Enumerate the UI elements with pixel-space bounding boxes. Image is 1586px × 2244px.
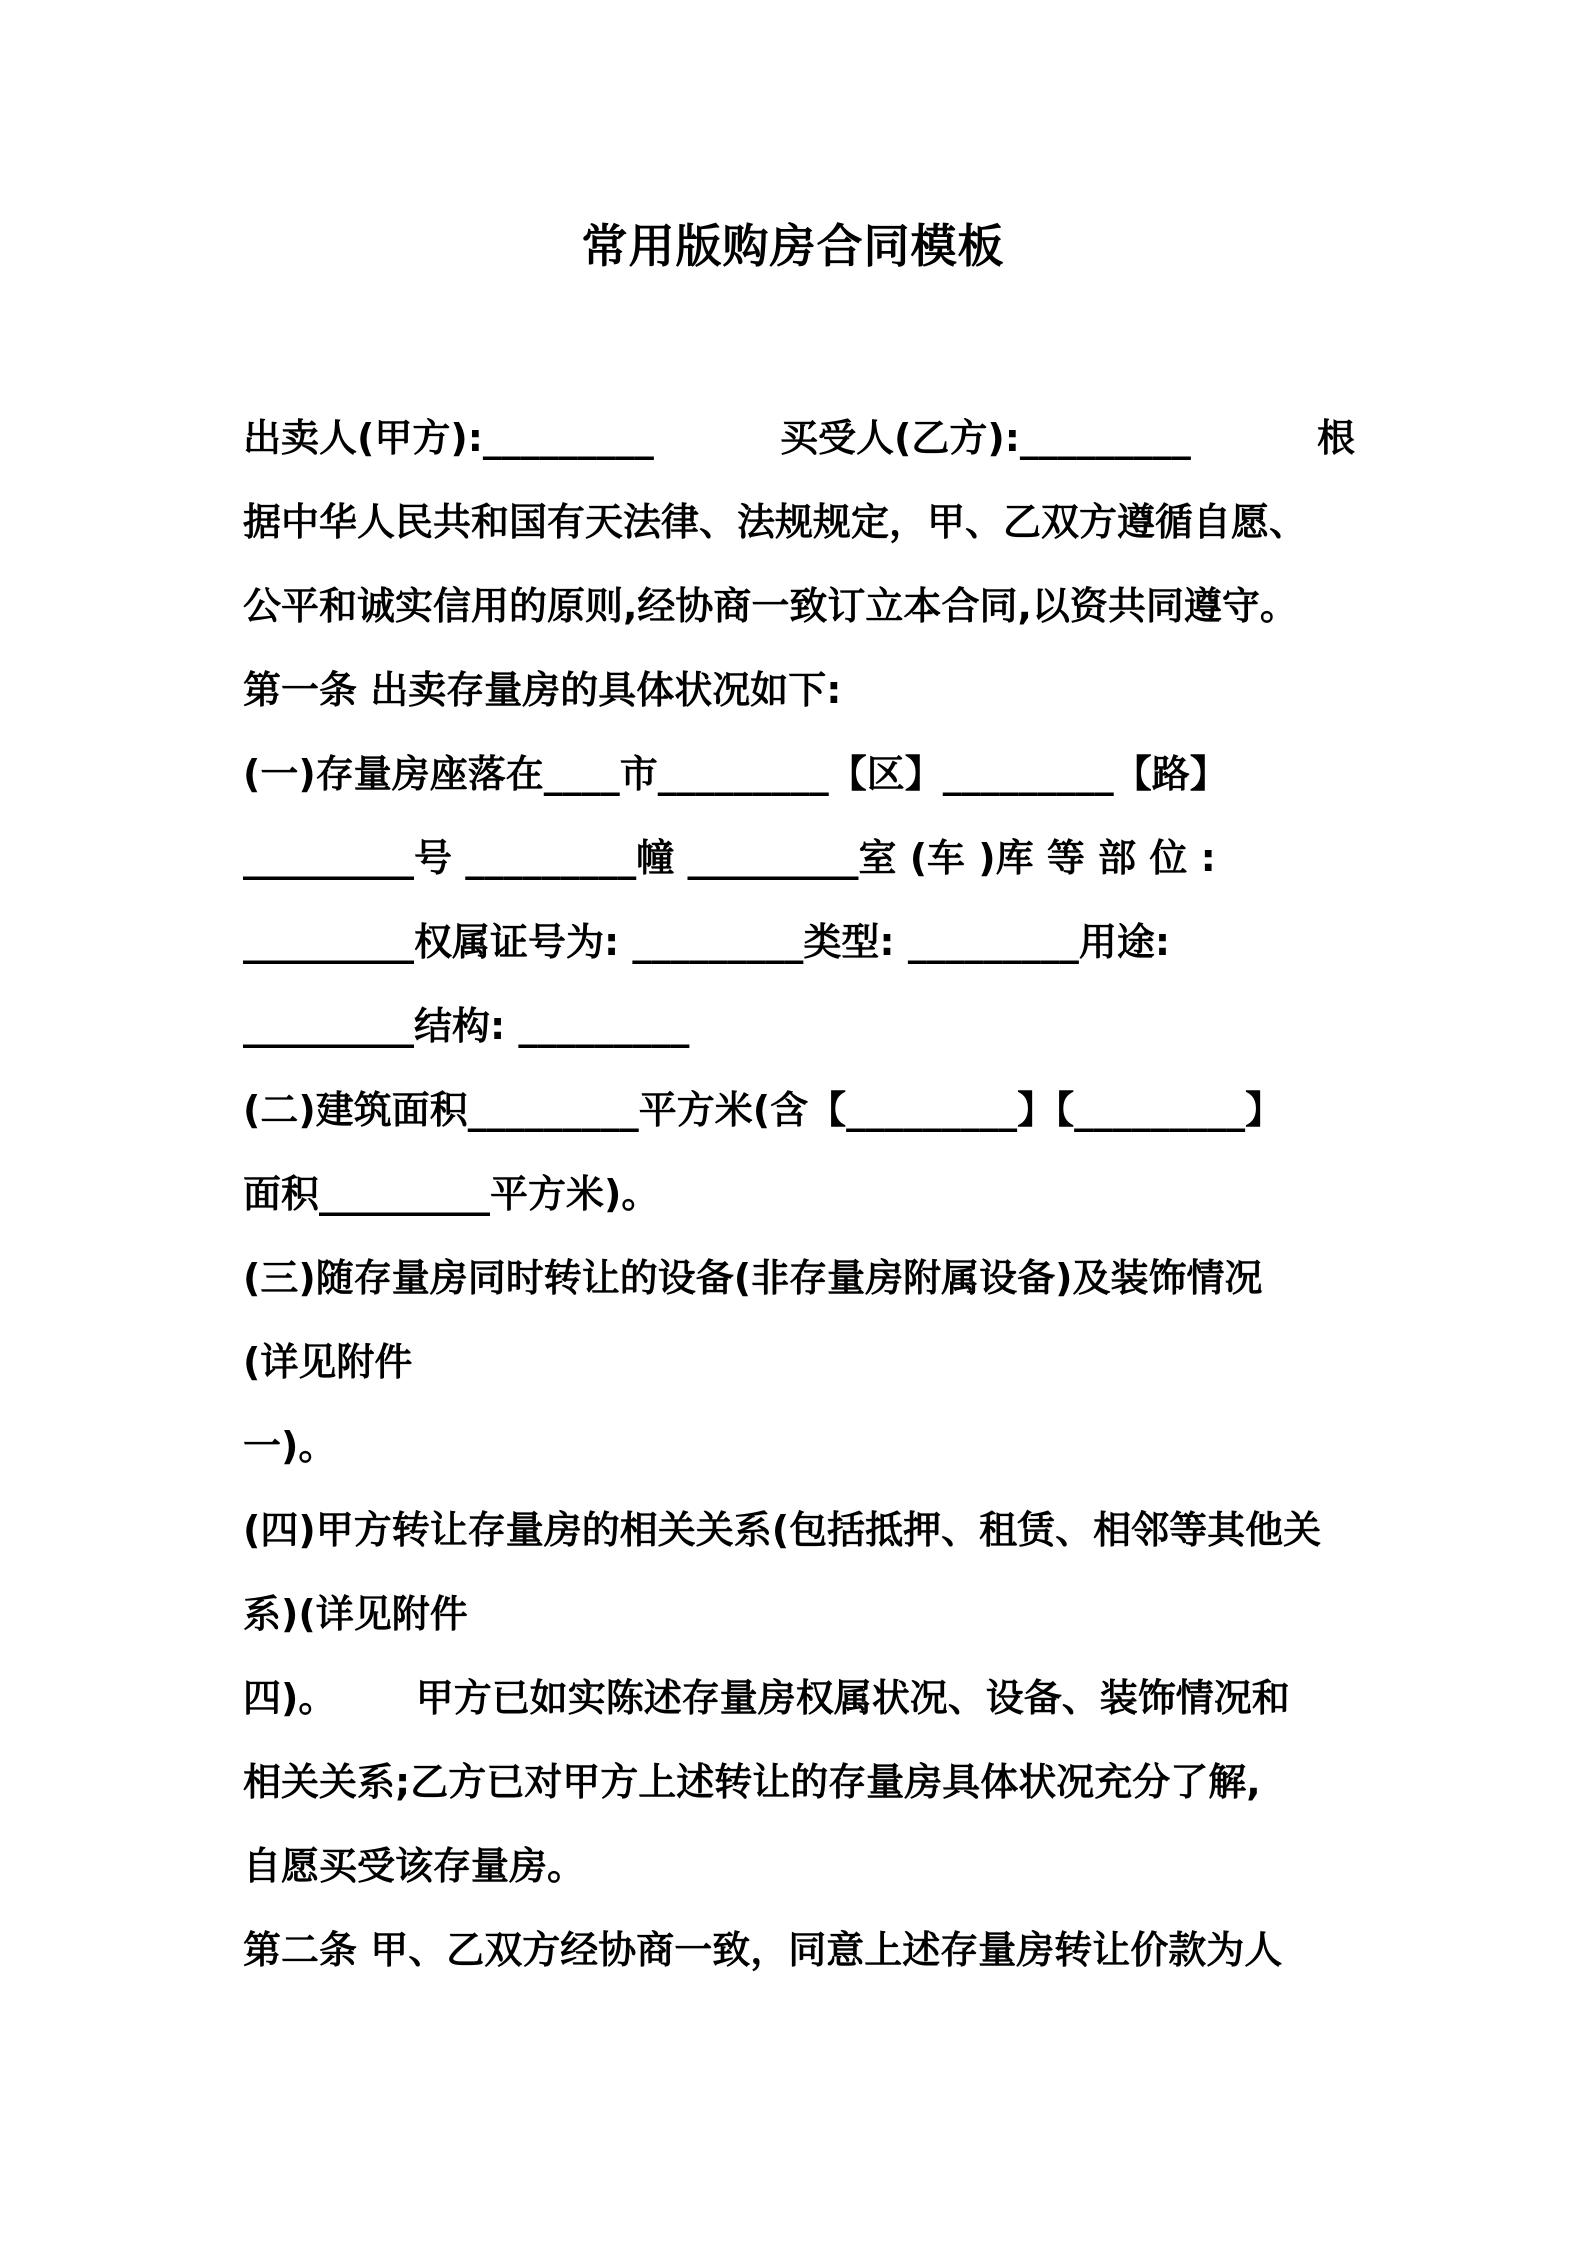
paragraph-line: 相关关系;乙方已对甲方上述转让的存量房具体状况充分了解, (243, 1760, 1261, 1804)
article-heading: 第二条 甲、乙双方经协商一致，同意上述存量房转让价款为人 (243, 1928, 1283, 1972)
paragraph-line: 自愿买受该存量房。 (243, 1844, 586, 1888)
document-title: 常用版购房合同模板 (581, 219, 1005, 273)
paragraph-line: _________号 _________幢 _________室 (车 )库 等 部 位 : (243, 836, 1216, 880)
paragraph-line: (一)存量房座落在____市_________【区】_________【路】 (243, 752, 1228, 796)
buyer-field: 买受人(乙方):_________ (779, 416, 1191, 460)
paragraph-line: (三)随存量房同时转让的设备(非存量房附属设备)及装饰情况 (243, 1256, 1263, 1300)
article-heading: 第一条 出卖存量房的具体状况如下: (243, 668, 842, 712)
seller-field: 出卖人(甲方):_________ (243, 416, 654, 460)
line-tail: 根 (1316, 416, 1355, 460)
party-line (243, 408, 1355, 468)
paragraph-line: 据中华人民共和国有天法律、法规规定，甲、乙双方遵循自愿、 (243, 500, 1308, 544)
paragraph-line: (二)建筑面积_________平方米(含【_________】【_________】 (243, 1088, 1284, 1132)
paragraph-line: _________权属证号为: _________类型: _________用途: (243, 920, 1171, 964)
paragraph-line: 公平和诚实信用的原则,经协商一致订立本合同,以资共同遵守。 (243, 584, 1298, 628)
paragraph-line: (四)甲方转让存量房的相关关系(包括抵押、租赁、相邻等其他关 (243, 1508, 1322, 1552)
paragraph-line: 系)(详见附件 (243, 1592, 468, 1636)
paragraph-line: _________结构: _________ (243, 1004, 690, 1048)
paragraph-line: 一)。 (243, 1424, 337, 1468)
paragraph-line: 面积_________平方米)。 (243, 1172, 660, 1216)
paragraph-line: (详见附件 (243, 1340, 413, 1384)
paragraph-line: 四)。 甲方已如实陈述存量房权属状况、设备、装饰情况和 (243, 1676, 1290, 1720)
